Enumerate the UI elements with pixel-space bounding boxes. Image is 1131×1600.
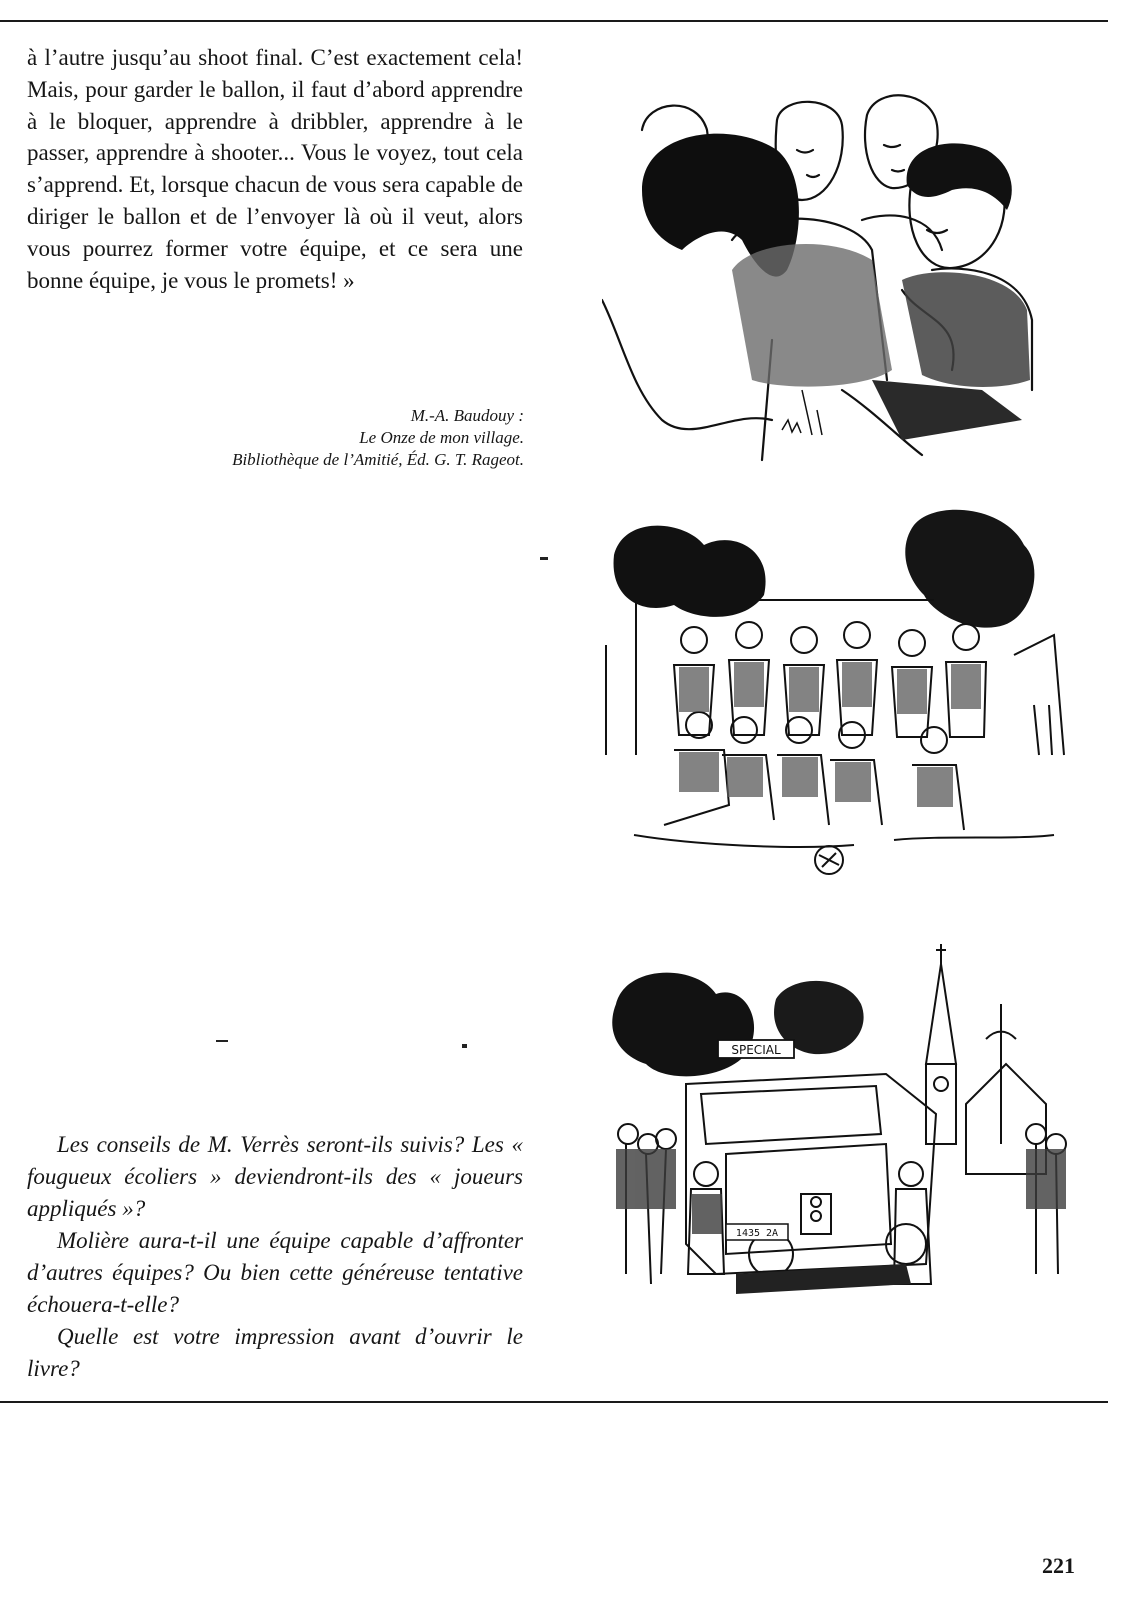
bottom-rule bbox=[0, 1401, 1108, 1403]
question-paragraph: Molière aura-t-il une équipe capable d’affronter d’autres équipes? Ou bien cette généreuse tentative échouera-t-elle? bbox=[27, 1228, 523, 1317]
bus-departure-illustration bbox=[606, 944, 1076, 1344]
print-speck bbox=[216, 1040, 228, 1042]
citation-author: M.-A. Baudouy : bbox=[410, 406, 524, 425]
question-paragraph: Quelle est votre impression avant d’ouvrir le livre? bbox=[27, 1324, 523, 1381]
citation-title: Le Onze de mon village. bbox=[359, 428, 524, 447]
question-paragraph: Les conseils de M. Verrès seront-ils suivis? Les « fougueux écoliers » deviendront-ils des « joueurs appliqués »? bbox=[27, 1132, 523, 1221]
discussion-questions bbox=[27, 1129, 523, 1385]
body-text: à l’autre jusqu’au shoot final. C’est exactement cela! Mais, pour garder le ballon, il faut d’abord apprendre à le bloquer, apprendre à dribbler, apprendre à le passer, apprendre à shooter... Vous le voyez, tout cela s’apprend. Et, lorsque chacun de vous sera capable de diriger le ballon et de l’envoyer là où il veut, alors vous pourrez former votre équipe, et ce sera une bonne équipe, je vous le promets! » bbox=[27, 45, 523, 293]
boys-listening-illustration bbox=[602, 90, 1054, 470]
citation-publisher: Bibliothèque de l’Amitié, Éd. G. T. Rageot. bbox=[232, 450, 524, 469]
team-photo-illustration bbox=[594, 505, 1076, 905]
citation bbox=[60, 405, 524, 471]
bus-license-plate: 1435 2A bbox=[735, 1228, 779, 1239]
bus-destination-sign: SPECIAL bbox=[731, 1043, 781, 1057]
page-number: 221 bbox=[1042, 1553, 1075, 1578]
print-speck bbox=[462, 1044, 467, 1048]
top-rule bbox=[0, 20, 1108, 22]
print-speck bbox=[540, 557, 548, 560]
